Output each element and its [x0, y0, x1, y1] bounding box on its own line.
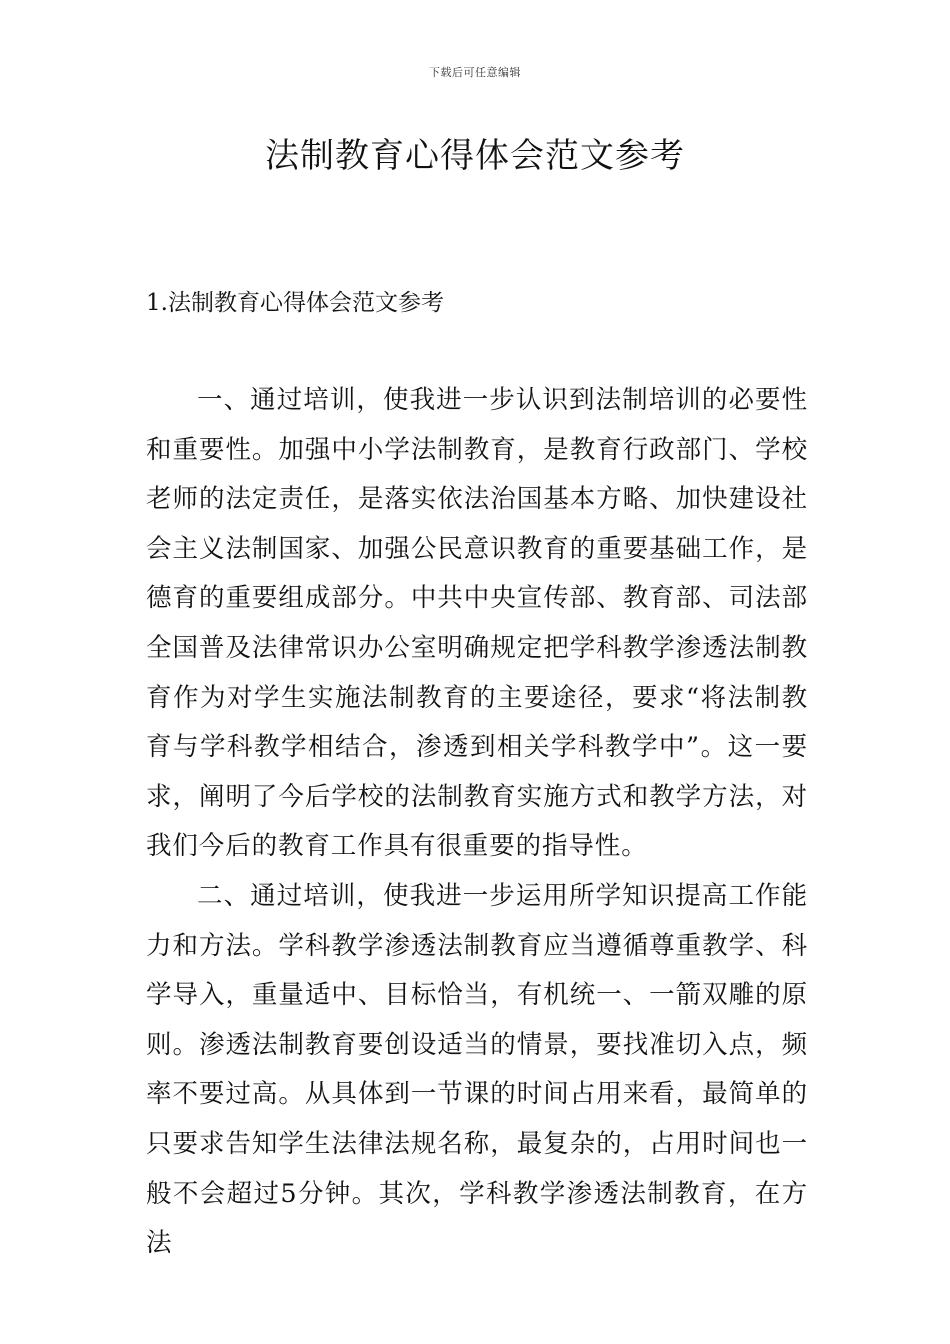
header-note: 下载后可任意编辑 — [429, 66, 521, 79]
paragraph-1: 一、通过培训，使我进一步认识到法制培训的必要性和重要性。加强中小学法制教育，是教育行政部门、学校老师的法定责任，是落实依法治国基本方略、加快建设社会主义法制国家、加强公民意识教育的重要基础工作，是德育的重要组成部分。中共中央宣传部、教育部、司法部全国普及法律常识办公室明确规定把学科教学渗透法制教育作为对学生实施法制教育的主要途径，要求“将法制教育与学科教学相结合，渗透到相关学科教学中”。这一要求，阐明了今后学校的法制教育实施方式和教学方法，对我们今后的教育工作具有很重要的指导性。 — [146, 385, 808, 862]
document-body — [146, 376, 808, 1269]
document-title: 法制教育心得体会范文参考 — [265, 136, 685, 176]
section-heading: 1.法制教育心得体会范文参考 — [146, 290, 444, 316]
paragraph-2: 二、通过培训，使我进一步运用所学知识提高工作能力和方法。学科教学渗透法制教育应当遵循尊重教学、科学导入，重量适中、目标恰当，有机统一、一箭双雕的原则。渗透法制教育要创设适当的情景，要找准切入点，频率不要过高。从具体到一节课的时间占用来看，最简单的只要求告知学生法律法规名称，最复杂的，占用时间也一般不会超过5分钟。其次，学科教学渗透法制教育，在方法 — [146, 880, 808, 1259]
